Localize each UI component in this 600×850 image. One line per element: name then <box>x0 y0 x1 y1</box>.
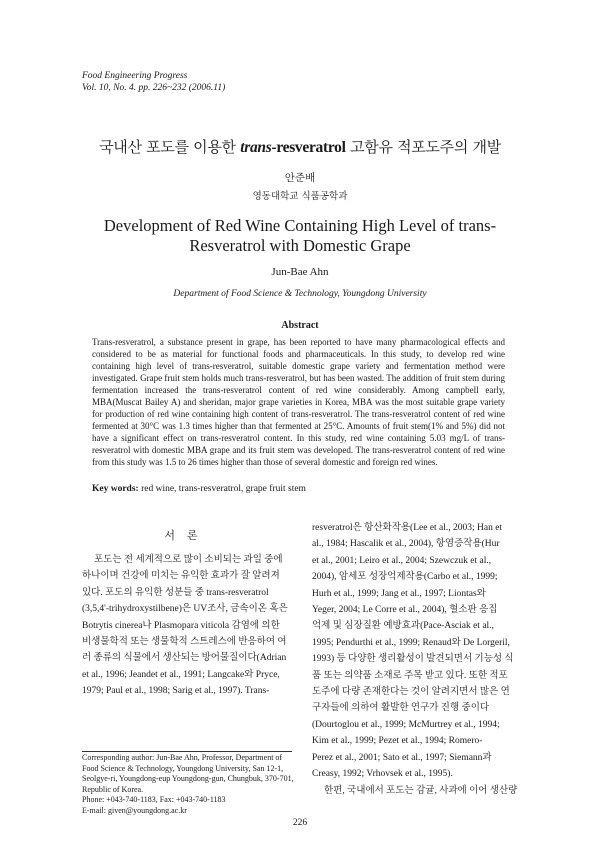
body-line: 1979; Paul et al., 1998; Sarig et al., 1997). Trans- <box>82 686 270 697</box>
footnote-email: E-mail: given@youngdong.ac.kr <box>82 805 187 815</box>
korean-title-pre: 국내산 포도를 이용한 <box>99 138 241 156</box>
english-title-line-2: Resveratrol with Domestic Grape <box>189 236 411 255</box>
keywords <box>92 483 505 495</box>
body-line: Hurh et al., 1999; Jang et al., 1997; Liontas와 <box>312 588 486 599</box>
footnote-line: Republic of Korea. <box>82 784 144 794</box>
body-line: al., 1984; Hascalik et al., 2004), 항염증작용(Hur <box>312 539 500 550</box>
abstract-heading: Abstract <box>281 320 319 331</box>
body-line: 품 또는 의약품 소재로 주목 받고 있다. 또한 적포 <box>312 670 508 681</box>
korean-title-resveratrol: resveratrol <box>276 139 346 156</box>
english-affiliation: Department of Food Science & Technology, Youngdong University <box>173 289 427 299</box>
page-number: 226 <box>292 818 308 828</box>
body-line: Yeger, 2004; Le Corre et al., 2004), 혈소판 응집 <box>312 605 498 616</box>
footnote-line: Corresponding author: Jun-Bae Ahn, Professor, Department of <box>82 753 283 762</box>
body-line: 러 종류의 식물에서 생산되는 방어물질이다(Adrian <box>82 653 287 664</box>
body-line: 한편, 국내에서 포도는 감귤, 사과에 이어 생산량 <box>324 785 518 796</box>
body-line: Perez et al., 2001; Sato et al., 1997; Siemann과 <box>312 752 492 763</box>
journal-name: Food Engineering Progress <box>82 71 188 81</box>
keywords-text: red wine, trans-resveratrol, grape fruit stem <box>138 484 306 494</box>
english-title-line-1: Development of Red Wine Containing High Level of trans- <box>103 216 497 235</box>
body-line: Creasy, 1992; Vrhovsek et al., 1995). <box>312 769 453 780</box>
body-line: Botrytis cinerea나 Plasmopara viticola 감염에 의한 <box>82 620 280 631</box>
body-line: et al., 2001; Leiro et al., 2004; Szewczuk et al., <box>312 555 492 566</box>
english-author: Jun-Bae Ahn <box>271 266 329 278</box>
body-line: Kim et al., 1999; Pezet et al., 1994; Romero- <box>312 736 483 747</box>
body-line: 하나이며 건강에 미치는 유익한 효과가 잘 알려져 <box>82 571 280 582</box>
body-line: 비생물학적 또는 생물학적 스트레스에 반응하여 여 <box>82 637 287 648</box>
footnote-line: Seolgye-ri, Youngdong-eup Youngdong-gun, Chungbuk, 370-701, <box>82 774 294 784</box>
body-line: 1995; Pendurthi et al., 1999; Renaud와 De Lorgeril, <box>312 637 510 648</box>
section-heading-introduction: 서론 <box>164 529 210 542</box>
korean-title-trans: trans- <box>240 139 277 156</box>
body-line: (Dourtoglou et al., 1999; McMurtrey et al., 1994; <box>312 719 500 730</box>
body-line: 포도는 전 세계적으로 많이 소비되는 과일 중에 <box>94 555 283 565</box>
body-line: 있다. 포도의 유익한 성분들 중 trans-resveratrol <box>82 587 269 598</box>
footnote-line: Food Science & Technology, Youngdong University, San 12-1, <box>82 763 284 773</box>
body-line: (3,5,4'-trihydroxystilbene)은 UV조사, 금속이온 혹은 <box>82 604 288 615</box>
corresponding-author-footnote <box>82 753 294 817</box>
footnote-divider <box>82 751 292 752</box>
journal-header <box>82 70 225 94</box>
body-line: et al., 1996; Jeandet et al., 1991; Langcake와 Pryce, <box>82 669 280 680</box>
keywords-label: Key words: <box>92 484 139 494</box>
body-column-right <box>312 520 519 799</box>
korean-affiliation: 영동대학교 식품공학과 <box>252 191 348 202</box>
body-line: resveratrol은 항산화작용(Lee et al., 2003; Han et <box>312 523 503 533</box>
body-line: 1993) 등 다양한 생리활성이 발견되면서 기능성 식 <box>312 654 514 665</box>
journal-citation: Vol. 10, No. 4. pp. 226~232 (2006.11) <box>82 83 226 93</box>
body-line: 구자들에 의하여 활발한 연구가 진행 중이다 <box>312 703 490 714</box>
korean-author: 안준배 <box>284 172 316 184</box>
body-column-left <box>82 552 292 700</box>
abstract-body: Trans-resveratrol, a substance present in grape, has been reported to have many pharmacological effects and considered to be as material for functional foods and pharmaceuticals. In this study, to develop red wine containing high level of trans-resveratrol, suitable domestic grape variety and fermentation method were investigated. Grape fruit stem holds much trans-resveratrol, but has been wasted. The addition of fruit stem during fermentation increased the trans-resveratrol content of red wine considerably. Among campbell early, MBA(Muscat Bailey A) and sheridan, major grape varieties in Korea, MBA was the most suitable grape variety for production of red wine containing high content of trans-resveratrol. The trans-resveratrol content of red wine fermented at 30°C was 1.3 times higher than that fermented at 25°C. Amounts of fruit stem(1% and 5%) did not have a significant effect on trans-resveratrol content. In this study, red wine containing 5.03 mg/L of trans-resveratrol with domestic MBA grape and its fruit stem was developed. The trans-resveratrol content of red wine from this study was 1.5 to 26 times higher than those of several domestic and foreign red wines. <box>92 337 505 467</box>
footnote-line: Phone: +043-740-1183, Fax: +043-740-1183 <box>82 795 226 805</box>
body-line: 2004), 암세포 성장억제작용(Carbo et al., 1999; <box>312 572 498 583</box>
body-line: 억제 및 심장질환 예방효과(Pace-Asciak et al., <box>312 621 494 632</box>
korean-title <box>0 136 600 157</box>
body-line: 도주에 다량 존재한다는 것이 알려지면서 많은 연 <box>312 687 510 698</box>
english-title <box>100 216 500 256</box>
korean-title-post: 고함유 적포도주의 개발 <box>345 138 501 156</box>
